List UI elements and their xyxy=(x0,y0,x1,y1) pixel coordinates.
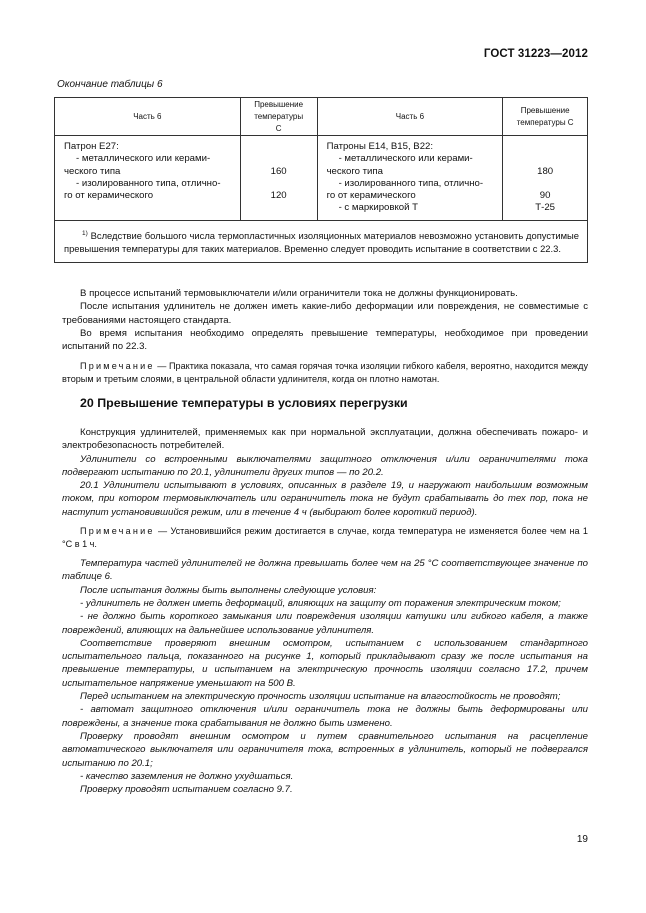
upper-text-block xyxy=(62,287,588,386)
paragraph: 20.1 Удлинители испытывают в условиях, описанных в разделе 19, и нагружают наибольшим возможным током, при котором термовыключатель или ограничитель тока не будут срабатывать до тех пор, пока не наступит установившийся режим, или в течение 4 ч (выбирают более короткий период). xyxy=(62,480,588,518)
paragraph: Удлинители со встроенными выключателями защитного отключения и/или ограничителями тока подвергают испытанию по 20.1, удлинители других типов — по 20.2. xyxy=(62,453,588,478)
paragraph: - качество заземления не должно ухудшаться. xyxy=(80,770,294,782)
note-text: — Практика показала, что самая горячая точка изоляции гибкого кабеля, вероятно, находится между вторым и третьим слоями, в центральной области удлинителя, когда он плотно намотан. xyxy=(62,361,588,385)
left-description-cell xyxy=(55,136,241,221)
note-label: Примечание xyxy=(80,526,155,537)
left-line: - металлического или керами- xyxy=(76,153,211,165)
header-cell-part-right: Часть 6 xyxy=(317,98,503,136)
table-6 xyxy=(54,97,588,263)
right-line: - металлического или керами- xyxy=(338,153,473,165)
table-header-row xyxy=(55,98,588,136)
table-body-row xyxy=(55,136,588,221)
note-paragraph xyxy=(62,525,588,551)
paragraph: Температура частей удлинителей не должна превышать более чем на 25 °С соответствующее значение по таблице 6. xyxy=(62,558,588,583)
footnote-marker: 1) xyxy=(82,229,88,237)
paragraph: Конструкция удлинителей, применяемых как при нормальной эксплуатации, должна обеспечивать пожаро- и электробезопасность потребителей. xyxy=(62,427,588,452)
right-value xyxy=(503,141,587,153)
paragraph: - не должно быть короткого замыкания или повреждения изоляции катушки или гибкого кабеля, а также повреждений, влияющих на дальнейшее использование удлинителя. xyxy=(62,611,588,636)
right-line: го от керамического xyxy=(326,190,416,202)
note-label: Примечание xyxy=(80,361,155,372)
paragraph: Перед испытанием на электрическую прочность изоляции испытание на влагостойкость не проводят; xyxy=(80,691,561,703)
left-line: го от керамического xyxy=(64,190,154,202)
right-value: Т-25 xyxy=(535,202,555,214)
paragraph: Соответствие проверяют внешним осмотром, испытанием с использованием стандартного испытательного пальца, показанного на рисунке 1, который прикладывают сразу же после испытания на превышение температуры, и испытанием на электрическую прочность изоляции согласно 17.2, причем испытательное напряжение уменьшают на 500 В. xyxy=(62,637,588,689)
left-line: ческого типа xyxy=(64,165,121,177)
right-description-cell xyxy=(317,136,503,221)
paragraph: Во время испытания необходимо определять превышение температуры, необходимое при проведении испытаний по 22.3. xyxy=(62,327,588,353)
footnote-text: Вследствие большого числа термопластичных изоляционных материалов невозможно установить допустимые превышения температуры для таких материалов. Временно следует проводить испытание в соответствии с 22.3. xyxy=(64,229,580,254)
standard-code: ГОСТ 31223—2012 xyxy=(483,48,588,60)
left-value: 120 xyxy=(270,190,287,202)
left-value xyxy=(241,141,317,153)
table-footnote-cell xyxy=(55,220,588,262)
paragraph: Проверку проводят внешним осмотром и путем сравнительного испытания на расцепление автоматического выключателя или ограничителя тока, встроенных в удлинитель, который не подвергался испытанию по 20.1; xyxy=(62,730,588,769)
header-cell-temp-left xyxy=(240,98,317,136)
header-cell-temp-right xyxy=(503,98,588,136)
right-value: 180 xyxy=(537,165,554,177)
lower-text-block xyxy=(62,426,588,796)
left-value: 160 xyxy=(270,165,287,177)
right-value xyxy=(503,153,587,165)
left-value xyxy=(241,153,317,165)
right-values-cell xyxy=(503,136,588,221)
paragraph: - удлинитель не должен иметь деформаций, влияющих на защиту от поражения электрическим током; xyxy=(80,597,561,609)
section-title: 20 Превышение температуры в условиях перегрузки xyxy=(80,396,408,410)
right-line: ческого типа xyxy=(326,165,383,177)
table-footnote-row xyxy=(55,220,588,262)
page-number: 19 xyxy=(576,834,588,845)
right-value: 90 xyxy=(539,190,551,202)
right-line: Патроны E14, B15, B22: xyxy=(326,141,434,152)
right-line: - с маркировкой Т xyxy=(338,202,419,214)
left-line: Патрон E27: xyxy=(64,141,119,152)
left-value xyxy=(241,178,317,190)
header-cell-part-left: Часть 6 xyxy=(55,98,241,136)
header-temp-right-text: Превышение температуры С xyxy=(516,105,574,127)
paragraph: В процессе испытаний термовыключатели и/или ограничители тока не должны функционировать. xyxy=(80,288,518,299)
paragraph: - автомат защитного отключения и/или ограничитель тока не должны быть деформированы или повреждены, а значение тока срабатывания не должно быть изменено. xyxy=(62,704,588,729)
note-paragraph xyxy=(62,360,588,386)
table-caption: Окончание таблицы 6 xyxy=(57,79,163,90)
paragraph: После испытания удлинитель не должен иметь какие-либо деформации или повреждения, не совместимые с требованиями настоящего стандарта. xyxy=(62,301,588,326)
right-line: - изолированного типа, отлично- xyxy=(338,177,484,189)
left-line: - изолированного типа, отлично- xyxy=(76,177,221,189)
header-temp-left-text: Превышение температуры С xyxy=(254,99,304,133)
left-values-cell xyxy=(240,136,317,221)
paragraph: Проверку проводят испытанием согласно 9.7. xyxy=(80,784,293,796)
paragraph: После испытания должны быть выполнены следующие условия: xyxy=(80,584,377,596)
note-text: — Установившийся режим достигается в случае, когда температура не изменяется более чем на 1 °С в 1 ч. xyxy=(62,526,588,550)
right-value xyxy=(503,178,587,190)
